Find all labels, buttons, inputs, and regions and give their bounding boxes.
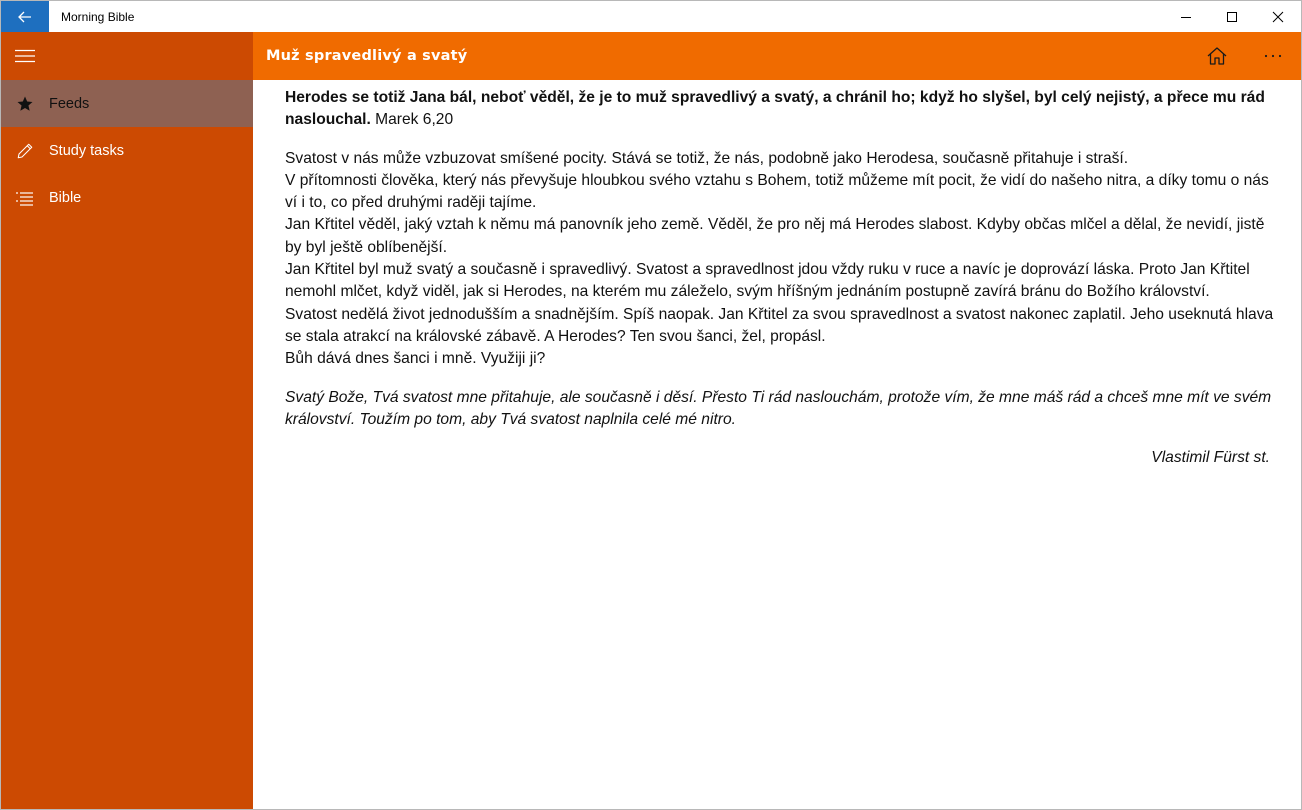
star-icon: [1, 95, 49, 113]
author: Vlastimil Fürst st.: [1151, 449, 1270, 467]
bible-verse: [285, 87, 1275, 132]
maximize-button[interactable]: [1209, 1, 1255, 32]
hamburger-icon: [15, 49, 35, 63]
minimize-icon: [1180, 11, 1192, 23]
pencil-icon: [1, 142, 49, 160]
paragraph: V přítomnosti člověka, který nás převyšuje hloubkou svého vztahu s Bohem, totiž můžeme mít pocit, že vidí do našeho nitra, a díky tomu o nás ví i to, co před druhými raději tajíme.: [285, 171, 1269, 212]
sidebar-item-label: Feeds: [49, 95, 90, 112]
home-button[interactable]: [1189, 32, 1245, 80]
app-title: Morning Bible: [61, 9, 135, 24]
list-icon: [1, 190, 49, 206]
page-header: [253, 32, 1301, 80]
title-bar: [1, 1, 1301, 32]
sidebar-item-feeds[interactable]: [1, 80, 253, 127]
hamburger-menu-button[interactable]: [1, 32, 49, 80]
paragraph: Svatost nedělá život jednodušším a snadnějším. Spíš naopak. Jan Křtitel za svou spravedlnost a svatost nakonec zaplatil. Jeho useknutá hlava se stala atrakcí na královské zábavě. A Herodes? Ten svou šanci, žel, propásl.: [285, 305, 1274, 345]
prayer: Svatý Bože, Tvá svatost mne přitahuje, ale současně i děsí. Přesto Ti rád naslouchám, protože vím, že mne máš rád a chceš mne mít ve svém království. Toužím po tom, aby Tvá svatost naplnila celé mé nitro.: [285, 388, 1272, 428]
meditation-text: [285, 148, 1275, 371]
back-arrow-icon: [18, 11, 32, 23]
header-actions: [1189, 32, 1301, 80]
back-button[interactable]: [1, 1, 49, 32]
maximize-icon: [1226, 11, 1238, 23]
verse-reference: Marek 6,20: [375, 111, 454, 129]
more-options-button[interactable]: [1245, 32, 1301, 80]
verse-text: Herodes se totiž Jana bál, neboť věděl, že je to muž spravedlivý a svatý, a chránil ho; když ho slyšel, byl celý nejistý, a přece mu rád naslouchal.: [285, 89, 1265, 129]
sidebar-item-label: Study tasks: [49, 142, 124, 159]
sidebar-item-bible[interactable]: [1, 174, 253, 221]
paragraph: Jan Křtitel věděl, jaký vztah k němu má panovník jeho země. Věděl, že pro něj má Herodes slabost. Kdyby občas mlčel a dělal, že nevidí, jistě by byl ještě oblíbenější.: [285, 216, 1265, 256]
more-icon: [1264, 54, 1282, 58]
sidebar-item-label: Bible: [49, 189, 82, 206]
sidebar-item-study-tasks[interactable]: [1, 127, 253, 174]
close-button[interactable]: [1255, 1, 1301, 32]
home-icon: [1207, 47, 1227, 65]
window-controls: [1163, 1, 1301, 32]
paragraph: Jan Křtitel byl muž svatý a současně i spravedlivý. Svatost a spravedlnost jdou vždy ruku v ruce a navíc je doprovází láska. Proto Jan Křtitel nemohl mlčet, když viděl, jak si Herodes, na kterém mu záleželo, svým hříšným jednáním postupně zavírá bránu do Božího království.: [285, 261, 1250, 301]
paragraph: Svatost v nás může vzbuzovat smíšené pocity. Stává se totiž, že nás, podobně jako Herodesa, současně přitahuje i straší.: [285, 149, 1129, 167]
navigation-pane: [1, 32, 253, 810]
minimize-button[interactable]: [1163, 1, 1209, 32]
paragraph: Bůh dává dnes šanci i mně. Využiji ji?: [285, 350, 546, 368]
article-content: [285, 87, 1275, 469]
close-icon: [1272, 11, 1284, 23]
page-title: Muž spravedlivý a svatý: [266, 48, 468, 64]
